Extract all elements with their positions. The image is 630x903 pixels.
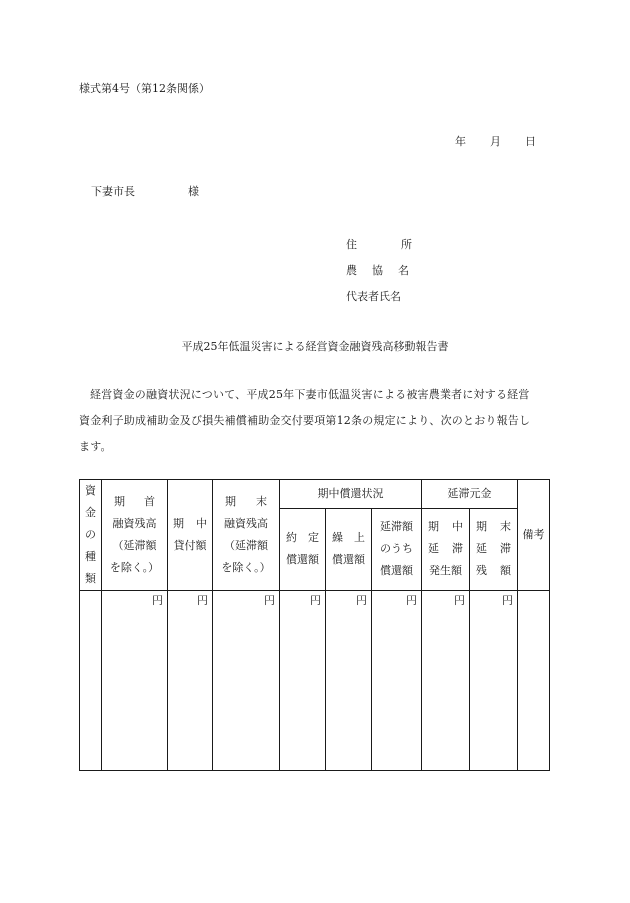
data-cell-overdue-balance: 円 [470, 591, 518, 771]
date-month-label: 月 [490, 135, 501, 148]
report-table [79, 479, 550, 771]
header-remarks: 備考 [518, 480, 550, 591]
body-text [79, 382, 551, 460]
body-line: 経営資金の融資状況について、平成25年下妻市低温災害による被害農業者に対する経営 [90, 388, 530, 401]
form-number: 様式第4号（第12条関係） [79, 82, 210, 95]
addressee [91, 183, 199, 199]
data-cell-scheduled: 円 [280, 591, 326, 771]
data-cell-closing: 円 [213, 591, 280, 771]
header-repayment-status: 期中償還状況 [280, 480, 422, 509]
data-cell-lending: 円 [168, 591, 213, 771]
body-line: 資金利子助成補助金及び損失補償補助金交付要項第12条の規定により、次のとおり報告し [79, 414, 531, 427]
header-opening-balance: 期 首 融資残高 （延滞額 を除く。） [102, 480, 168, 591]
header-overdue-occurrence: 期 中 延 滞 発生額 [422, 508, 470, 590]
document-title: 平成25年低温災害による経営資金融資残高移動報告書 [181, 340, 449, 353]
body-line: ます。 [79, 440, 112, 453]
sender-representative-label: 代表者氏名 [346, 290, 401, 303]
header-scheduled-repayment: 約 定 償還額 [280, 508, 326, 590]
header-closing-balance: 期 末 融資残高 （延滞額 を除く。） [213, 480, 280, 591]
data-cell-fund-type [80, 591, 102, 771]
header-overdue-balance: 期 末 延 滞 残 額 [470, 508, 518, 590]
header-fund-type: 資 金 の 種 類 [80, 480, 102, 591]
data-cell-opening: 円 [102, 591, 168, 771]
sender-address-label: 住 所 [346, 238, 412, 251]
addressee-honorific: 様 [188, 185, 199, 198]
header-lending-amount: 期 中 貸付額 [168, 480, 213, 591]
header-overdue-principal: 延滞元金 [422, 480, 518, 509]
date-day-label: 日 [525, 135, 536, 148]
sender-union-label: 農 協 名 [346, 264, 409, 277]
addressee-name: 下妻市長 [91, 185, 135, 198]
data-cell-remarks [518, 591, 550, 771]
data-cell-overdue-occur: 円 [422, 591, 470, 771]
date-year-label: 年 [455, 135, 466, 148]
header-overdue-repayment: 延滞額 のうち 償還額 [372, 508, 422, 590]
data-cell-overdue-repay: 円 [372, 591, 422, 771]
header-early-repayment: 繰 上 償還額 [326, 508, 372, 590]
data-cell-early: 円 [326, 591, 372, 771]
